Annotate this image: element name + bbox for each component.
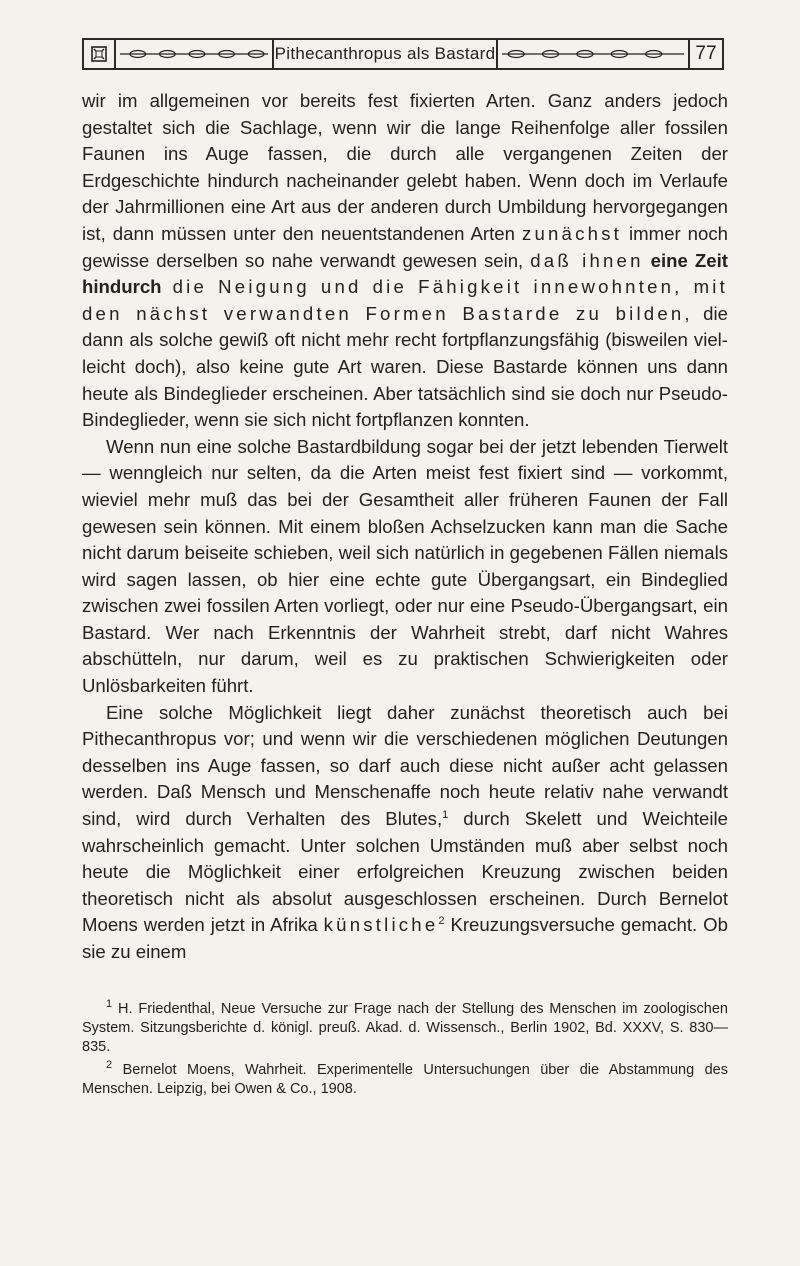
text-run: Eine solche Möglichkeit liegt daher zunächst theoretisch auch bei Pithecanthropus vor; und wenn wir die verschiedenen möglichen Deutungen desselben ins Auge fassen, so darf auch diese nicht außer acht gelassen werden. Daß Mensch und Menschenaffe noch heute relativ nahe verwandt sind, wird durch Verhalten des Blutes, (82, 701, 728, 830)
spaced-emphasis: künstliche (323, 914, 439, 936)
header-ornament-right (498, 40, 690, 68)
spaced-emphasis: zunächst (521, 222, 622, 244)
footnote-2 (82, 1061, 728, 1099)
body-text (82, 88, 728, 966)
footnote-1 (82, 1000, 728, 1057)
running-header (82, 38, 724, 70)
spaced-emphasis: die Neigung und die Fähigkeit innewohnten, mit den nächst verwandten Formen Bastarde zu bilden, (82, 276, 728, 324)
text-run: die dann als solche gewiß oft nicht mehr recht fortpflanzungsfähig (bisweilen vielleicht doch), also keine gute Art waren. Diese Bastarde können uns dann heute als Bindeglieder erscheinen. Aber tatsächlich sind sie doch nur Pseudo-Bindeglieder, wenn sie sich nicht fortpflanzen konnten. (82, 302, 728, 431)
text-run: Kreuzungsversuche gemacht. Ob sie zu einem (82, 914, 728, 962)
footnote-mark: 1 (106, 998, 113, 1011)
text-run: durch Skelett und Weichteile wahrscheinlich gemacht. Unter solchen Umständen muß aber selbst noch heute die Möglichkeit einer erfolgreichen Kreuzung zwischen beiden theoretisch nicht als absolut ausgeschlossen erscheinen. Durch Bernelot Moens werden jetzt in Afrika (82, 808, 728, 936)
footnotes (82, 1000, 728, 1103)
footnote-text: Bernelot Moens, Wahrheit. Experimentelle Untersuchungen über die Abstammung des Menschen. Leipzig, bei Owen & Co., 1908. (82, 1062, 728, 1097)
bold-emphasis: eine Zeit hindurch (82, 249, 728, 298)
page-number: 77 (695, 43, 717, 64)
paragraph-2: Wenn nun eine solche Bastardbildung sogar bei der jetzt lebenden Tierwelt — wenngleich nur selten, da die Arten meist fest fixiert sind — vorkommt, wieviel mehr muß das bei der Gesamtheit aller früheren Faunen der Fall gewesen sein können. Mit einem bloßen Achselzucken kann man die Sache nicht darum beiseite schieben, weil sich natürlich in gegebenen Fällen niemals wird sagen lassen, ob hier eine echte gute Übergangsart, ein Bindeglied zwischen zwei fossilen Arten vorliegt, oder nur eine Pseudo-Übergangsart, ein Bastard. Wer nach Erkenntnis der Wahrheit strebt, darf nicht Wahres abschütteln, nur darum, weil es zu praktischen Schwierigkeiten oder Unlösbarkeiten führt. (82, 435, 728, 697)
footnote-mark: 2 (106, 1059, 113, 1072)
running-title: Pithecanthropus als Bastard (274, 40, 498, 68)
spaced-emphasis: daß ihnen (530, 249, 644, 271)
header-ornament-left (116, 40, 274, 68)
footnote-text: H. Friedenthal, Neue Versuche zur Frage nach der Stellung des Menschen im zoologischen System. Sitzungsberichte d. königl. preuß. Akad. d. Wissensch., Berlin 1902, Bd. XXXV, S. 830—835. (82, 1001, 728, 1055)
footnote-ref-2[interactable]: 2 (438, 915, 445, 928)
paragraph-3 (82, 700, 728, 966)
text-run: wir im allgemeinen vor bereits fest fixierten Arten. Ganz anders jedoch gestaltet sich die Sachlage, wenn wir die lange Reihenfolge aller fossilen Faunen ins Auge fassen, die durch alle vergangenen Zeiten der Erdgeschichte hindurch nacheinander gelebt haben. Wenn doch im Verlaufe der Jahrmillionen eine Art aus der anderen durch Umbildung hervorgegangen ist, dann müssen unter den neuentstandenen Arten (82, 90, 728, 244)
text-run: immer noch gewisse derselben so nahe verwandt gewesen sein, (82, 222, 728, 271)
paragraph-1 (82, 88, 728, 434)
footnote-ref-1[interactable]: 1 (442, 808, 449, 821)
square-ornament-icon (84, 40, 116, 68)
